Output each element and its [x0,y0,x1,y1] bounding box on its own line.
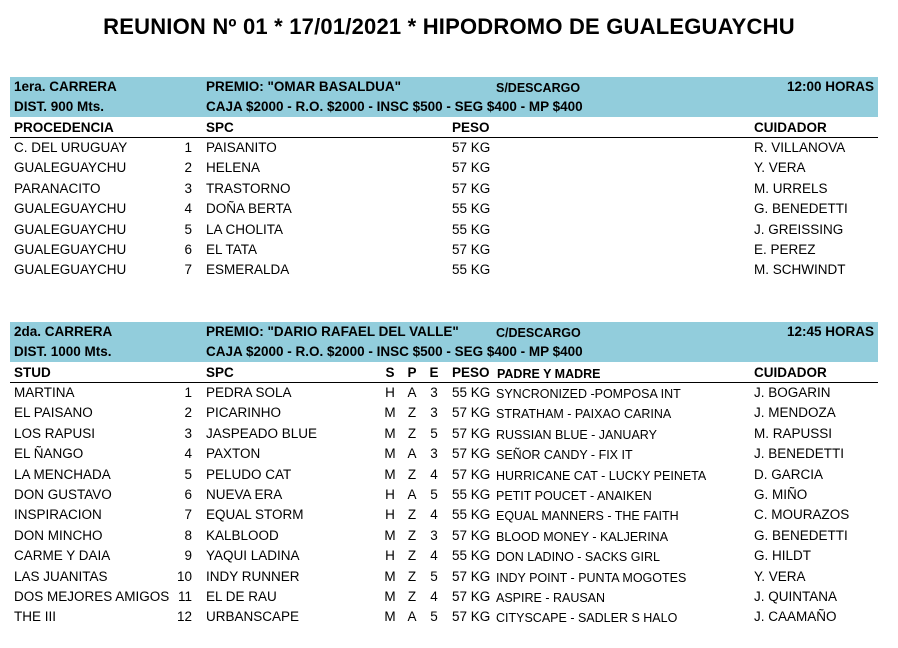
cuidador-cell: Y. VERA [754,568,806,584]
spc-cell: HELENA [206,160,261,176]
edad-cell: 3 [430,446,438,462]
number-cell: 10 [176,568,192,584]
stud-cell: DON MINCHO [14,527,103,543]
race2-hora: 12:45 HORAS [786,324,874,339]
pelo-cell: A [407,446,417,462]
spc-cell: JASPEADO BLUE [206,425,318,441]
race1-descargo: S/DESCARGO [496,81,581,95]
pelo-cell: Z [407,507,417,523]
number-cell: 4 [184,201,192,217]
race2-descargo: C/DESCARGO [496,326,581,340]
table-row [0,506,898,526]
page-title: REUNION Nº 01 * 17/01/2021 * HIPODROMO DE GUALEGUAYCHU [103,14,795,39]
cuidador-cell: G. MIÑO [754,487,808,502]
race1-col-spc: SPC [206,120,234,135]
peso-cell: 55 KG [452,221,491,237]
race2-col-padre: PADRE Y MADRE [497,367,601,381]
race2-col-s: S [385,365,395,380]
spc-cell: PEDRA SOLA [206,385,292,400]
table-row [0,608,898,628]
sexo-cell: H [385,385,395,400]
spc-cell: LA CHOLITA [206,221,284,237]
number-cell: 8 [184,527,192,543]
pelo-cell: A [407,487,417,502]
number-cell: 5 [184,221,192,237]
peso-cell: 57 KG [452,405,491,421]
peso-cell: 57 KG [452,180,491,196]
peso-cell: 57 KG [452,527,491,543]
cuidador-cell: M. RAPUSSI [754,425,833,441]
race1-caja: CAJA $2000 - R.O. $2000 - INSC $500 - SEG $400 - MP $400 [206,99,583,114]
cuidador-cell: J. BOGARIN [754,385,831,400]
peso-cell: 57 KG [452,609,491,625]
sexo-cell: H [385,507,395,523]
sexo-cell: M [384,568,396,584]
padre-madre-cell: ASPIRE - RAUSAN [496,591,606,605]
cuidador-cell: G. BENEDETTI [754,201,848,217]
race1-dist: DIST. 900 Mts. [14,99,105,114]
edad-cell: 4 [430,466,438,482]
table-row [0,261,898,281]
edad-cell: 3 [430,527,438,543]
cuidador-cell: G. BENEDETTI [754,527,848,543]
race1-col-procedencia: PROCEDENCIA [14,120,114,135]
edad-cell: 4 [430,589,438,604]
padre-madre-cell: HURRICANE CAT - LUCKY PEINETA [496,468,707,483]
number-cell: 5 [184,466,192,482]
number-cell: 7 [184,262,192,278]
race2-carrera: 2da. CARRERA [14,324,113,339]
edad-cell: 5 [430,425,438,441]
edad-cell: 5 [430,609,438,625]
number-cell: 1 [184,140,192,155]
pelo-cell: Z [407,405,417,421]
number-cell: 4 [184,446,192,462]
padre-madre-cell: BLOOD MONEY - KALJERINA [496,529,669,544]
peso-cell: 55 KG [452,262,491,278]
sexo-cell: H [385,487,395,502]
cuidador-cell: R. VILLANOVA [754,140,846,155]
sexo-cell: M [384,405,396,421]
number-cell: 6 [184,242,192,257]
sexo-cell: H [385,548,395,564]
number-cell: 7 [184,507,192,523]
peso-cell: 55 KG [452,507,491,523]
spc-cell: TRASTORNO [206,180,291,196]
pelo-cell: Z [407,425,417,441]
stud-cell: EL PAISANO [14,405,93,421]
padre-madre-cell: INDY POINT - PUNTA MOGOTES [496,570,687,585]
race2-col-stud: STUD [14,365,51,380]
sexo-cell: M [384,466,396,482]
number-cell: 3 [184,425,192,441]
cuidador-cell: J. BENEDETTI [754,446,845,462]
stud-cell: MARTINA [14,385,75,400]
pelo-cell: A [407,385,417,400]
peso-cell: 55 KG [452,548,491,564]
procedencia-cell: GUALEGUAYCHU [14,160,127,176]
race2-premio: PREMIO: "DARIO RAFAEL DEL VALLE" [206,324,459,339]
number-cell: 11 [177,589,192,604]
sexo-cell: M [384,446,396,462]
cuidador-cell: J. MENDOZA [754,405,836,421]
race2-dist: DIST. 1000 Mts. [14,344,112,359]
spc-cell: ESMERALDA [206,262,290,278]
cuidador-cell: J. GREISSING [754,221,844,237]
spc-cell: PELUDO CAT [206,466,292,482]
padre-madre-cell: STRATHAM - PAIXAO CARINA [496,407,672,422]
sexo-cell: M [384,589,396,604]
table-row [0,159,898,179]
sexo-cell: M [384,609,396,625]
peso-cell: 57 KG [452,589,491,604]
stud-cell: EL ÑANGO [14,446,84,462]
edad-cell: 5 [430,487,438,502]
sexo-cell: M [384,425,396,441]
cuidador-cell: Y. VERA [754,160,806,176]
procedencia-cell: PARANACITO [14,180,101,196]
spc-cell: PAISANITO [206,140,277,155]
spc-cell: EL TATA [206,242,258,257]
table-row [0,241,898,261]
table-row [0,568,898,588]
race1-carrera: 1era. CARRERA [14,79,117,94]
number-cell: 1 [184,385,192,400]
cuidador-cell: J. CAAMAÑO [754,609,837,625]
peso-cell: 57 KG [452,568,491,584]
stud-cell: LA MENCHADA [14,466,111,482]
stud-cell: DON GUSTAVO [14,487,112,502]
race1-col-peso: PESO [452,120,490,135]
procedencia-cell: GUALEGUAYCHU [14,221,127,237]
padre-madre-cell: RUSSIAN BLUE - JANUARY [496,427,657,442]
number-cell: 3 [184,180,192,196]
sexo-cell: M [384,527,396,543]
edad-cell: 4 [430,507,438,523]
stud-cell: LAS JUANITAS [14,568,108,584]
race2-col-cuidador: CUIDADOR [754,365,827,380]
cuidador-cell: M. SCHWINDT [754,262,846,278]
pelo-cell: Z [407,589,417,604]
peso-cell: 57 KG [452,160,491,176]
table-row [0,425,898,445]
peso-cell: 57 KG [452,446,491,462]
peso-cell: 57 KG [452,140,491,155]
pelo-cell: Z [407,548,417,564]
peso-cell: 57 KG [452,466,491,482]
cuidador-cell: M. URRELS [754,180,828,196]
cuidador-cell: C. MOURAZOS [754,507,850,523]
procedencia-cell: GUALEGUAYCHU [14,262,127,278]
stud-cell: THE III [14,609,57,625]
cuidador-cell: J. QUINTANA [754,589,838,604]
number-cell: 9 [184,548,192,564]
padre-madre-cell: DON LADINO - SACKS GIRL [496,550,660,565]
spc-cell: EL DE RAU [206,589,277,604]
spc-cell: PAXTON [206,446,261,462]
peso-cell: 55 KG [452,385,491,400]
padre-madre-cell: PETIT POUCET - ANAIKEN [496,489,652,503]
spc-cell: NUEVA ERA [206,487,283,502]
spc-cell: YAQUI LADINA [206,548,300,564]
race2-col-peso: PESO [452,365,490,380]
spc-cell: DOÑA BERTA [206,201,292,217]
number-cell: 6 [184,487,192,502]
number-cell: 2 [184,405,192,421]
race1-col-cuidador: CUIDADOR [754,120,827,135]
race1-premio: PREMIO: "OMAR BASALDUA" [206,79,402,94]
pelo-cell: Z [407,466,417,482]
peso-cell: 57 KG [452,242,491,257]
stud-cell: DOS MEJORES AMIGOS [14,589,170,604]
procedencia-cell: C. DEL URUGUAY [14,140,128,155]
procedencia-cell: GUALEGUAYCHU [14,242,127,257]
table-row [0,588,898,608]
number-cell: 12 [176,609,192,625]
race2-header-rule [10,382,878,383]
table-row [0,221,898,241]
peso-cell: 55 KG [452,487,491,502]
table-row [0,139,898,159]
stud-cell: CARME Y DAIA [14,548,111,564]
stud-cell: INSPIRACION [14,507,102,523]
spc-cell: URBANSCAPE [206,609,300,625]
padre-madre-cell: EQUAL MANNERS - THE FAITH [496,509,679,524]
stud-cell: LOS RAPUSI [14,425,96,441]
padre-madre-cell: SEÑOR CANDY - FIX IT [496,448,633,463]
peso-cell: 57 KG [452,425,491,441]
spc-cell: KALBLOOD [206,527,279,543]
table-row [0,404,898,424]
edad-cell: 5 [430,568,438,584]
race2-col-e: E [429,365,439,380]
edad-cell: 4 [430,548,438,564]
padre-madre-cell: CITYSCAPE - SADLER S HALO [496,611,678,626]
table-row [0,527,898,547]
cuidador-cell: E. PEREZ [754,242,816,257]
race1-header-rule [10,137,878,138]
edad-cell: 3 [430,385,438,400]
table-row [0,200,898,220]
procedencia-cell: GUALEGUAYCHU [14,201,127,217]
pelo-cell: A [407,609,417,625]
race2-caja: CAJA $2000 - R.O. $2000 - INSC $500 - SEG $400 - MP $400 [206,344,583,359]
race2-col-spc: SPC [206,365,234,380]
padre-madre-cell: SYNCRONIZED -POMPOSA INT [496,387,681,401]
race1-hora: 12:00 HORAS [786,79,874,94]
edad-cell: 3 [430,405,438,421]
table-row [0,466,898,486]
number-cell: 2 [184,160,192,176]
table-row [0,445,898,465]
table-row [0,180,898,200]
spc-cell: INDY RUNNER [206,568,300,584]
table-row [0,486,898,506]
race2-col-p: P [407,365,417,380]
peso-cell: 55 KG [452,201,491,217]
cuidador-cell: G. HILDT [754,548,812,564]
pelo-cell: Z [407,568,417,584]
spc-cell: EQUAL STORM [206,507,304,523]
cuidador-cell: D. GARCIA [754,466,824,482]
spc-cell: PICARINHO [206,405,282,421]
table-row [0,547,898,567]
table-row [0,384,898,404]
pelo-cell: Z [407,527,417,543]
